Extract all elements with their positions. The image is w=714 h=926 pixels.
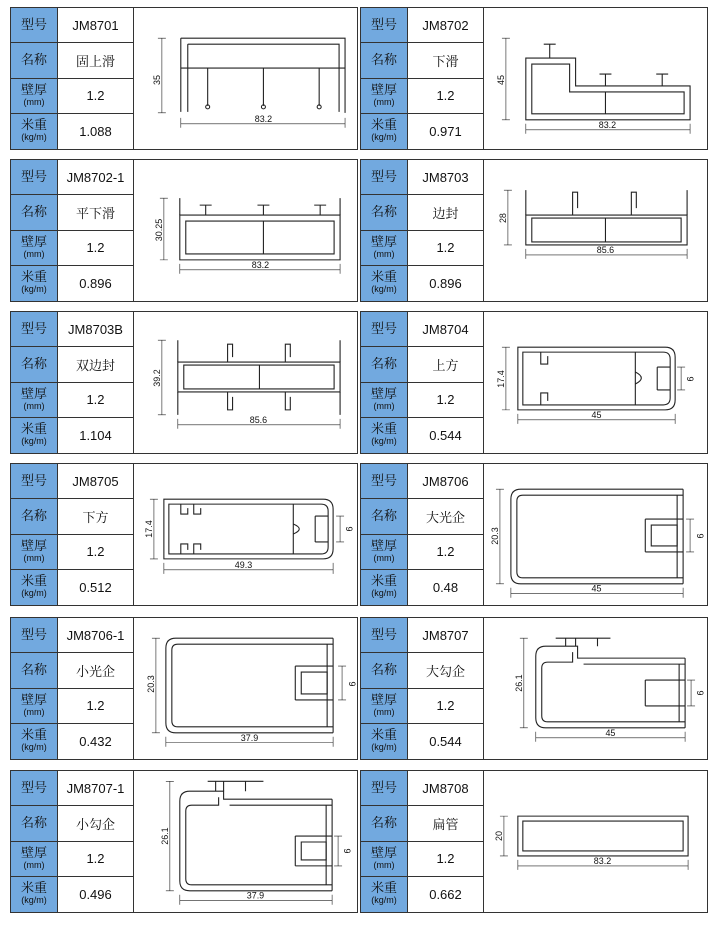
- weight-label: 米重 (kg/m): [361, 114, 408, 149]
- dimension-lines: [496, 489, 694, 598]
- weight-value: 0.544: [408, 724, 484, 759]
- height-dimension: 20: [493, 831, 504, 842]
- wall-value: 1.2: [58, 842, 134, 877]
- name-label: 名称: [11, 499, 58, 534]
- profile-outline: [166, 638, 333, 733]
- wall-value: 1.2: [58, 535, 134, 570]
- profile-hook: [556, 638, 611, 646]
- weight-value: 0.662: [408, 877, 484, 912]
- model-label: 型号: [11, 312, 58, 347]
- height-dimension: 28: [497, 213, 508, 224]
- name-label: 名称: [361, 806, 408, 841]
- weight-value: 0.48: [408, 570, 484, 605]
- name-value: 大光企: [408, 499, 484, 534]
- height-dimension: 26.1: [159, 827, 170, 845]
- weight-label: 米重 (kg/m): [361, 266, 408, 301]
- profile-side-walls: [679, 658, 685, 728]
- weight-value: 0.896: [408, 266, 484, 301]
- weight-value: 0.971: [408, 114, 484, 149]
- wall-value: 1.2: [408, 383, 484, 418]
- model-value: JM8703B: [58, 312, 134, 347]
- wall-value: 1.2: [58, 383, 134, 418]
- wall-label: 壁厚 (mm): [11, 231, 58, 266]
- wall-label: 壁厚 (mm): [361, 383, 408, 418]
- name-value: 下滑: [408, 43, 484, 78]
- model-label: 型号: [11, 464, 58, 499]
- profile-drawing: [136, 312, 357, 453]
- model-value: JM8706: [408, 464, 484, 499]
- model-label: 型号: [361, 464, 408, 499]
- weight-label: 米重 (kg/m): [361, 724, 408, 759]
- spec-table: [11, 464, 135, 605]
- model-label: 型号: [361, 771, 408, 806]
- wall-label: 壁厚 (mm): [361, 535, 408, 570]
- width-dimension: 45: [591, 583, 602, 594]
- model-value: JM8701: [58, 8, 134, 43]
- groove-dimension: 9: [342, 848, 353, 854]
- height-dimension: 26.1: [513, 674, 524, 692]
- height-dimension: 30.25: [153, 218, 164, 242]
- wall-value: 1.2: [58, 231, 134, 266]
- wall-value: 1.2: [58, 79, 134, 114]
- spec-table: [361, 312, 485, 453]
- profile-card-jm8705: [10, 463, 358, 606]
- profile-drawing: [486, 618, 707, 759]
- wall-label: 壁厚 (mm): [11, 383, 58, 418]
- profile-card-jm8703: [360, 159, 708, 302]
- profile-section-svg: [136, 464, 357, 605]
- model-value: JM8707-1: [58, 771, 134, 806]
- profile-section-svg: [136, 312, 357, 453]
- profile-groove: [315, 516, 328, 542]
- dimension-lines: [152, 638, 346, 747]
- profile-drawing: [486, 160, 707, 301]
- name-label: 名称: [11, 347, 58, 382]
- profile-outline: [536, 646, 685, 728]
- profile-card-jm8707: [360, 617, 708, 760]
- name-label: 名称: [361, 347, 408, 382]
- width-dimension: 83.2: [251, 259, 270, 270]
- profile-card-jm8702-1: [10, 159, 358, 302]
- profile-drawing: [136, 464, 357, 605]
- name-value: 扁管: [408, 806, 484, 841]
- profile-section-svg: [136, 160, 357, 301]
- spec-table: [361, 8, 485, 149]
- profile-outline: [180, 791, 332, 891]
- profile-drawing: [486, 312, 707, 453]
- profile-section-svg: [136, 8, 357, 149]
- name-value: 小光企: [58, 653, 134, 688]
- profile-outline: [518, 816, 688, 856]
- groove-dimension: 9: [695, 533, 706, 539]
- profile-section-svg: [136, 771, 357, 912]
- weight-label: 米重 (kg/m): [361, 418, 408, 453]
- wall-label: 壁厚 (mm): [11, 79, 58, 114]
- profile-round-slot: [293, 524, 299, 534]
- wall-label: 壁厚 (mm): [361, 842, 408, 877]
- model-value: JM8707: [408, 618, 484, 653]
- weight-label: 米重 (kg/m): [11, 266, 58, 301]
- width-dimension: 45: [605, 727, 616, 738]
- name-value: 下方: [58, 499, 134, 534]
- name-value: 固上滑: [58, 43, 134, 78]
- groove-dimension: 9: [347, 681, 357, 687]
- height-dimension: 35: [151, 75, 162, 85]
- dimension-lines: [520, 638, 695, 742]
- profile-hook: [208, 781, 264, 791]
- weight-value: 0.896: [58, 266, 134, 301]
- profile-side-walls: [327, 638, 333, 733]
- model-value: JM8702: [408, 8, 484, 43]
- width-dimension: 85.6: [596, 244, 615, 255]
- profile-outline: [526, 58, 690, 120]
- profile-legs: [208, 68, 319, 106]
- model-value: JM8702-1: [58, 160, 134, 195]
- wall-label: 壁厚 (mm): [361, 79, 408, 114]
- profile-drawing: [486, 771, 707, 912]
- profile-section-svg: [486, 771, 707, 912]
- name-label: 名称: [11, 43, 58, 78]
- width-dimension: 85.6: [249, 414, 268, 425]
- profile-side-walls: [180, 198, 340, 215]
- profile-card-jm8707-1: [10, 770, 358, 913]
- profile-drawing: [136, 618, 357, 759]
- width-dimension: 83.2: [593, 855, 612, 866]
- dimension-lines: [166, 781, 342, 904]
- wall-label: 壁厚 (mm): [11, 689, 58, 724]
- spec-table: [11, 618, 135, 759]
- spec-table: [11, 312, 135, 453]
- name-label: 名称: [361, 653, 408, 688]
- profile-outline: [518, 347, 675, 410]
- model-label: 型号: [361, 8, 408, 43]
- profile-side-walls: [326, 799, 332, 891]
- weight-value: 0.432: [58, 724, 134, 759]
- dimension-lines: [160, 198, 340, 274]
- height-dimension: 20.3: [489, 527, 500, 545]
- height-dimension: 39.2: [151, 369, 162, 387]
- groove-dimension: 9: [695, 690, 706, 696]
- spec-table: [361, 160, 485, 301]
- profile-drawing: [136, 771, 357, 912]
- wall-value: 1.2: [58, 689, 134, 724]
- wall-label: 壁厚 (mm): [361, 231, 408, 266]
- wall-value: 1.2: [408, 79, 484, 114]
- name-value: 小勾企: [58, 806, 134, 841]
- weight-value: 0.544: [408, 418, 484, 453]
- width-dimension: 83.2: [598, 119, 617, 130]
- name-value: 平下滑: [58, 195, 134, 230]
- name-value: 上方: [408, 347, 484, 382]
- name-label: 名称: [361, 195, 408, 230]
- model-label: 型号: [361, 160, 408, 195]
- model-label: 型号: [361, 312, 408, 347]
- profile-outline: [511, 489, 683, 584]
- profile-rails: [544, 44, 668, 86]
- dimension-lines: [158, 38, 345, 128]
- width-dimension: 83.2: [254, 113, 273, 124]
- profile-lips: [181, 504, 293, 554]
- groove-dimension: 9: [685, 376, 696, 382]
- profile-side-walls: [677, 489, 683, 584]
- profile-lips: [541, 352, 636, 405]
- profile-drawing: [136, 8, 357, 149]
- model-label: 型号: [361, 618, 408, 653]
- weight-label: 米重 (kg/m): [11, 418, 58, 453]
- model-label: 型号: [11, 618, 58, 653]
- profile-card-jm8708: [360, 770, 708, 913]
- profile-card-jm8703b: [10, 311, 358, 454]
- spec-table: [11, 160, 135, 301]
- name-value: 大勾企: [408, 653, 484, 688]
- height-dimension: 17.4: [495, 370, 506, 388]
- width-dimension: 37.9: [246, 890, 265, 901]
- name-value: 双边封: [58, 347, 134, 382]
- wall-label: 壁厚 (mm): [11, 842, 58, 877]
- profile-card-jm8702: [360, 7, 708, 150]
- model-value: JM8705: [58, 464, 134, 499]
- weight-label: 米重 (kg/m): [361, 570, 408, 605]
- profile-drawing: [486, 464, 707, 605]
- weight-label: 米重 (kg/m): [11, 114, 58, 149]
- height-dimension: 17.4: [143, 520, 154, 538]
- model-label: 型号: [11, 160, 58, 195]
- weight-label: 米重 (kg/m): [11, 877, 58, 912]
- name-label: 名称: [11, 195, 58, 230]
- profile-card-jm8701: [10, 7, 358, 150]
- groove-dimension: 9: [344, 526, 355, 532]
- spec-table: [361, 464, 485, 605]
- spec-table: [361, 771, 485, 912]
- model-value: JM8703: [408, 160, 484, 195]
- profile-outline: [178, 362, 340, 392]
- profile-section-svg: [486, 312, 707, 453]
- spec-table: [361, 618, 485, 759]
- wall-label: 壁厚 (mm): [11, 535, 58, 570]
- name-label: 名称: [11, 806, 58, 841]
- wall-value: 1.2: [408, 689, 484, 724]
- profile-card-jm8706: [360, 463, 708, 606]
- profile-drawing: [136, 160, 357, 301]
- profile-outline: [180, 215, 340, 260]
- wall-value: 1.2: [408, 842, 484, 877]
- profile-outline: [164, 499, 333, 559]
- spec-table: [11, 8, 135, 149]
- profile-card-jm8706-1: [10, 617, 358, 760]
- weight-value: 0.512: [58, 570, 134, 605]
- profile-section-svg: [486, 618, 707, 759]
- weight-label: 米重 (kg/m): [11, 570, 58, 605]
- profile-section-svg: [486, 464, 707, 605]
- model-value: JM8706-1: [58, 618, 134, 653]
- profile-rails: [200, 205, 326, 215]
- height-dimension: 20.3: [145, 675, 156, 693]
- profile-flanges: [526, 190, 687, 215]
- weight-label: 米重 (kg/m): [361, 877, 408, 912]
- wall-value: 1.2: [408, 535, 484, 570]
- weight-value: 1.088: [58, 114, 134, 149]
- width-dimension: 37.9: [240, 732, 259, 743]
- profile-round-slot: [635, 372, 641, 384]
- name-label: 名称: [11, 653, 58, 688]
- profile-section-svg: [486, 8, 707, 149]
- weight-value: 0.496: [58, 877, 134, 912]
- profile-card-jm8704: [360, 311, 708, 454]
- profile-groove: [657, 367, 670, 390]
- spec-table: [11, 771, 135, 912]
- name-value: 边封: [408, 195, 484, 230]
- model-value: JM8708: [408, 771, 484, 806]
- width-dimension: 45: [591, 409, 602, 420]
- model-label: 型号: [11, 8, 58, 43]
- name-label: 名称: [361, 499, 408, 534]
- weight-value: 1.104: [58, 418, 134, 453]
- model-value: JM8704: [408, 312, 484, 347]
- width-dimension: 49.3: [234, 559, 253, 570]
- wall-label: 壁厚 (mm): [361, 689, 408, 724]
- wall-value: 1.2: [408, 231, 484, 266]
- profile-outline: [526, 215, 687, 245]
- weight-label: 米重 (kg/m): [11, 724, 58, 759]
- profile-drawing: [486, 8, 707, 149]
- profile-section-svg: [486, 160, 707, 301]
- profile-section-svg: [136, 618, 357, 759]
- height-dimension: 45: [495, 75, 506, 85]
- model-label: 型号: [11, 771, 58, 806]
- name-label: 名称: [361, 43, 408, 78]
